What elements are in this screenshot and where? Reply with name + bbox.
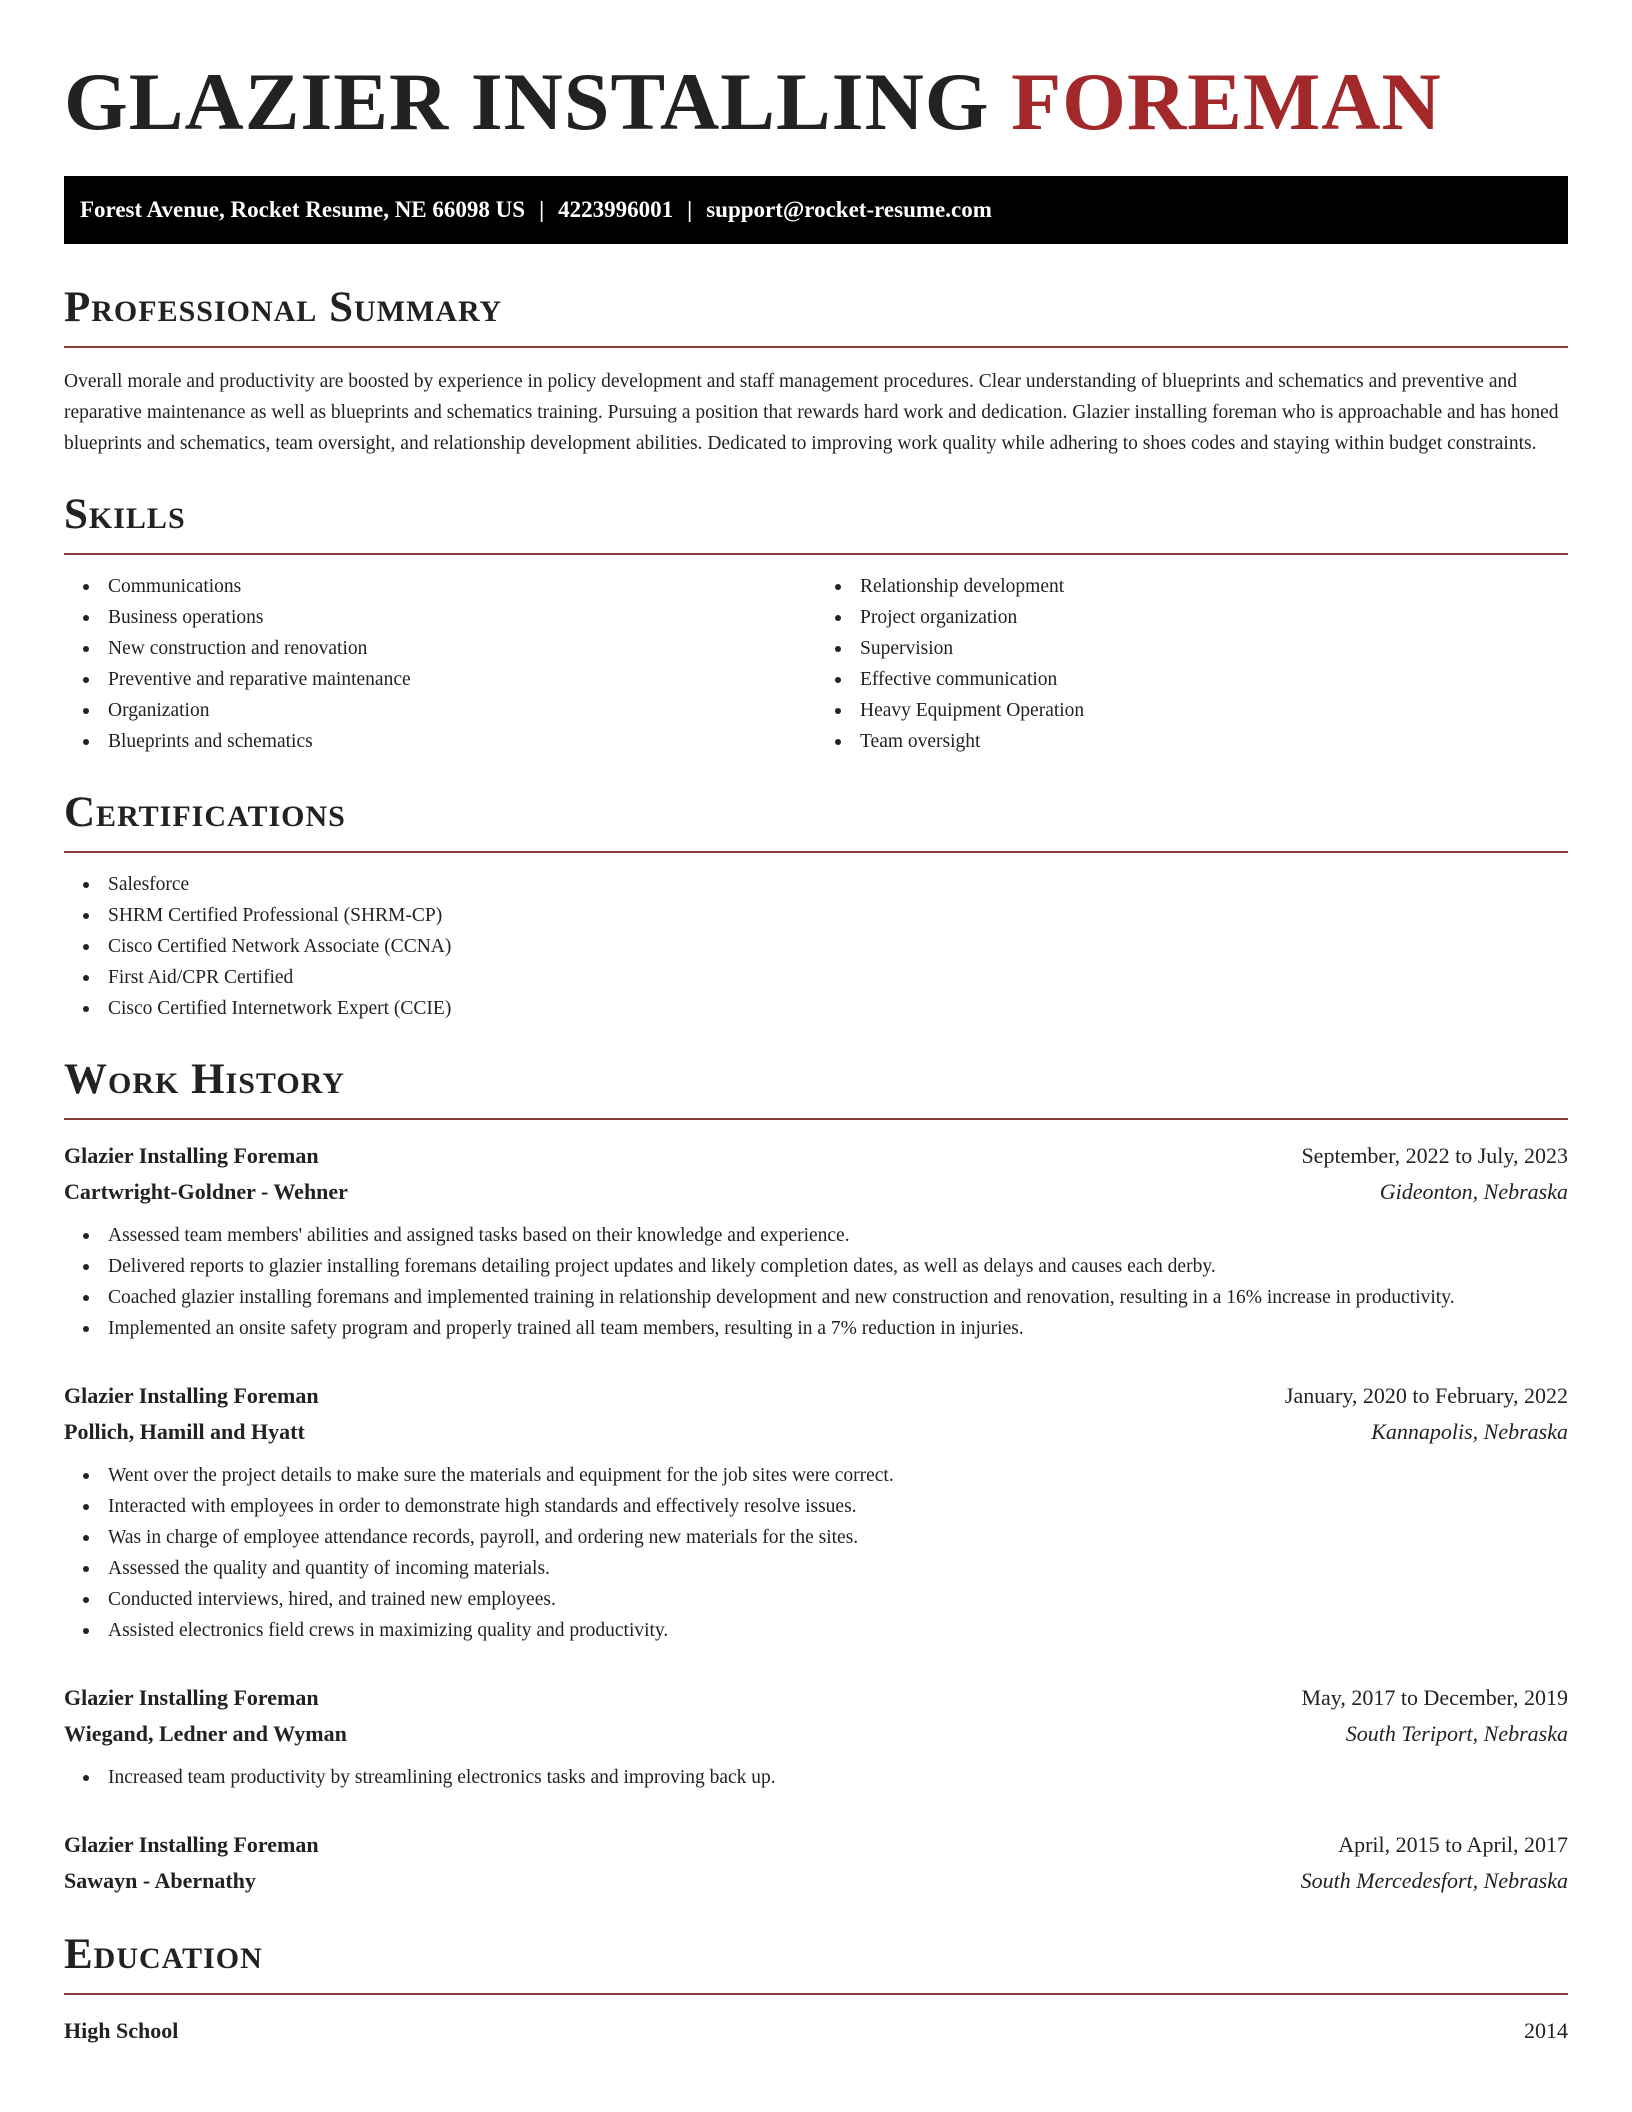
job-duty: Assisted electronics field crews in maximizing quality and productivity. (108, 1615, 1568, 1646)
job-company: Wiegand, Ledner and Wyman (64, 1721, 347, 1746)
section-divider (64, 851, 1568, 853)
job-duty: Interacted with employees in order to demonstrate high standards and effectively resolve issues. (108, 1491, 1568, 1522)
skill-item: Blueprints and schematics (108, 726, 816, 757)
job-company-row (64, 1863, 1568, 1899)
job-duties (64, 1762, 1568, 1793)
job-duty: Assessed team members' abilities and assigned tasks based on their knowledge and experience. (108, 1220, 1568, 1251)
job-duty: Went over the project details to make sure the materials and equipment for the job sites were correct. (108, 1460, 1568, 1491)
job-company: Cartwright-Goldner - Wehner (64, 1179, 348, 1204)
job-location: Kannapolis, Nebraska (1371, 1419, 1568, 1444)
skill-item: Business operations (108, 602, 816, 633)
job-duty: Was in charge of employee attendance records, payroll, and ordering new materials for the sites. (108, 1522, 1568, 1553)
contact-separator: | (687, 197, 693, 222)
skill-item: Heavy Equipment Operation (860, 695, 1568, 726)
skill-item: Preventive and reparative maintenance (108, 664, 816, 695)
job-header-row (64, 1827, 1568, 1863)
job-company: Sawayn - Abernathy (64, 1868, 256, 1893)
job-duties (64, 1220, 1568, 1344)
summary-section (64, 282, 1568, 459)
job-location: South Mercedesfort, Nebraska (1300, 1868, 1568, 1893)
education-year: 2014 (1524, 2018, 1568, 2043)
job-header-row (64, 1680, 1568, 1716)
job-title: Glazier Installing Foreman (64, 1383, 319, 1408)
job-dates: April, 2015 to April, 2017 (1338, 1832, 1568, 1857)
job-company: Pollich, Hamill and Hyatt (64, 1419, 305, 1444)
section-title-education: Education (64, 1931, 263, 1978)
job-company-row (64, 1716, 1568, 1752)
certification-item: Cisco Certified Network Associate (CCNA) (108, 931, 1568, 962)
section-title-work-history: Work History (64, 1056, 345, 1103)
job-duty: Delivered reports to glazier installing foremans detailing project updates and likely completion dates, as well as delays and causes each derby. (108, 1251, 1568, 1282)
job-entry (64, 1138, 1568, 1344)
skill-item: Effective communication (860, 664, 1568, 695)
education-degree: High School (64, 2018, 179, 2043)
section-divider (64, 1118, 1568, 1120)
contact-phone: 4223996001 (558, 197, 674, 222)
education-entry (64, 2013, 1568, 2049)
section-title-summary: Professional Summary (64, 284, 503, 331)
summary-text: Overall morale and productivity are boosted by experience in policy development and staff management procedures. Clear understanding of blueprints and schematics and preventive and reparative maintenance as well as blueprints and schematics training. Pursuing a position that rewards hard work and dedication. Glazier installing foreman who is approachable and has honed blueprints and schematics, team oversight, and relationship development abilities. Dedicated to improving work quality while adhering to shoes codes and staying within budget constraints. (64, 371, 1559, 454)
job-company-row (64, 1174, 1568, 1210)
job-duty: Implemented an onsite safety program and properly trained all team members, resulting in a 7% reduction in injuries. (108, 1313, 1568, 1344)
job-entry (64, 1827, 1568, 1899)
section-title-skills: Skills (64, 491, 186, 538)
job-dates: September, 2022 to July, 2023 (1301, 1143, 1568, 1168)
job-header-row (64, 1138, 1568, 1174)
section-divider (64, 346, 1568, 348)
skills-list-left (64, 571, 816, 757)
contact-bar (64, 176, 1568, 244)
job-title: Glazier Installing Foreman (64, 1685, 319, 1710)
job-location: Gideonton, Nebraska (1379, 1179, 1568, 1204)
contact-email: support@rocket-resume.com (706, 197, 992, 222)
skill-item: Communications (108, 571, 816, 602)
job-title: Glazier Installing Foreman (64, 1832, 319, 1857)
name-main: GLAZIER INSTALLING (64, 56, 1012, 147)
skill-item: Team oversight (860, 726, 1568, 757)
certification-item: Cisco Certified Internetwork Expert (CCIE) (108, 993, 1568, 1024)
job-title: Glazier Installing Foreman (64, 1143, 319, 1168)
certification-item: SHRM Certified Professional (SHRM-CP) (108, 900, 1568, 931)
work-history-section (64, 1054, 1568, 1899)
skill-item: Organization (108, 695, 816, 726)
contact-address: Forest Avenue, Rocket Resume, NE 66098 US (80, 197, 526, 222)
job-company-row (64, 1414, 1568, 1450)
certification-item: Salesforce (108, 869, 1568, 900)
section-divider (64, 553, 1568, 555)
skill-item: New construction and renovation (108, 633, 816, 664)
job-duty: Increased team productivity by streamlining electronics tasks and improving back up. (108, 1762, 1568, 1793)
job-duty: Coached glazier installing foremans and implemented training in relationship development and new construction and renovation, resulting in a 16% increase in productivity. (108, 1282, 1568, 1313)
job-header-row (64, 1378, 1568, 1414)
skill-item: Supervision (860, 633, 1568, 664)
job-entry (64, 1378, 1568, 1646)
job-location: South Teriport, Nebraska (1345, 1721, 1568, 1746)
certifications-section (64, 787, 1568, 1024)
contact-separator: | (539, 197, 545, 222)
job-dates: January, 2020 to February, 2022 (1284, 1383, 1568, 1408)
education-row (64, 2013, 1568, 2049)
job-duties (64, 1460, 1568, 1646)
name-accent: FOREMAN (1011, 56, 1442, 147)
job-duty: Assessed the quality and quantity of incoming materials. (108, 1553, 1568, 1584)
section-title-certifications: Certifications (64, 789, 346, 836)
skills-grid (64, 571, 1568, 757)
job-entry (64, 1680, 1568, 1793)
certifications-list (64, 869, 1568, 1024)
skills-section (64, 489, 1568, 757)
job-duty: Conducted interviews, hired, and trained new employees. (108, 1584, 1568, 1615)
education-section (64, 1929, 1568, 2049)
resume-name (64, 52, 1568, 152)
skills-list-right (816, 571, 1568, 757)
certification-item: First Aid/CPR Certified (108, 962, 1568, 993)
skill-item: Project organization (860, 602, 1568, 633)
section-divider (64, 1993, 1568, 1995)
job-dates: May, 2017 to December, 2019 (1301, 1685, 1568, 1710)
skill-item: Relationship development (860, 571, 1568, 602)
